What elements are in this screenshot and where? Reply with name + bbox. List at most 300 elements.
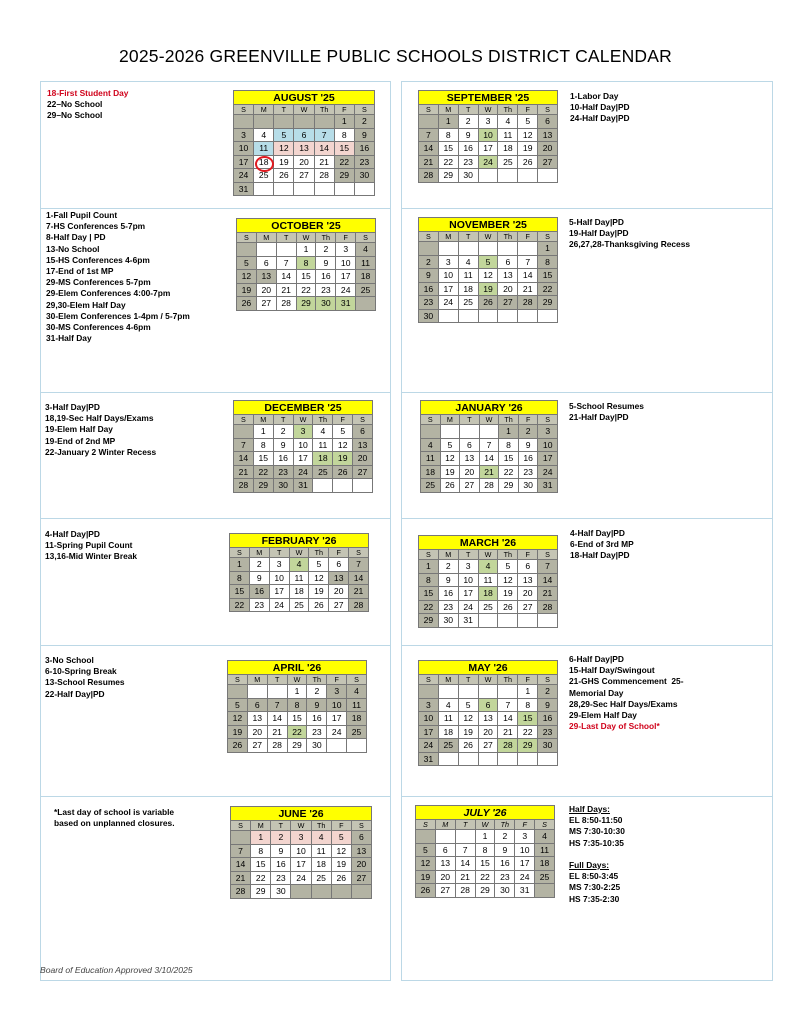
weekday-header: S [419,105,439,115]
day-cell: 8 [538,256,558,270]
day-cell: 24 [419,739,439,753]
weekday-header: F [329,548,349,558]
day-cell: 26 [237,297,257,311]
divider [401,208,773,209]
day-cell: 1 [419,560,439,574]
day-cell: 9 [307,699,327,713]
day-cell: 24 [294,466,314,480]
empty-day-cell [254,183,274,197]
day-cell: 28 [349,599,369,613]
day-cell: 12 [498,574,518,588]
weekday-header: Th [499,415,519,425]
empty-day-cell [254,115,274,129]
day-cell: 9 [495,844,515,858]
divider [40,518,391,519]
day-cell: 8 [254,439,274,453]
weekday-header: F [518,232,538,242]
day-cell: 12 [479,269,499,283]
note-line: 10-Half Day|PD [570,102,630,113]
calendar-aug [233,90,375,196]
day-cell: 7 [419,129,439,143]
day-cell: 22 [254,466,274,480]
day-cell: 5 [459,699,479,713]
day-cell: 29 [538,296,558,310]
notes-jan [569,401,644,423]
day-cell: 1 [476,830,496,844]
weekday-header: Th [307,675,327,685]
day-cell: 4 [479,560,499,574]
day-cell: 28 [498,739,518,753]
day-cell: 3 [419,699,439,713]
day-cell: 30 [307,739,327,753]
empty-day-cell [538,753,558,767]
weekday-header: S [419,550,439,560]
day-cell: 3 [439,256,459,270]
day-cell: 14 [480,452,500,466]
empty-day-cell [313,479,333,493]
empty-day-cell [498,242,518,256]
divider [40,645,391,646]
empty-day-cell [421,425,441,439]
day-cell: 22 [518,726,538,740]
calendar-grid [420,414,558,493]
day-cell: 23 [316,284,336,298]
empty-day-cell [228,685,248,699]
note-line: 4-Half Day|PD [45,529,100,539]
day-cell: 27 [538,156,558,170]
empty-day-cell [518,169,538,183]
day-cell: 25 [356,284,376,298]
day-cell: 14 [315,142,335,156]
note-line: 1-Labor Day [570,91,619,101]
day-cell: 15 [518,712,538,726]
day-cell: 11 [356,257,376,271]
weekday-header: W [479,105,499,115]
day-cell: 26 [441,479,461,493]
day-cell: 23 [271,872,291,886]
page-title: 2025-2026 GREENVILLE PUBLIC SCHOOLS DISTRICT CALENDAR [119,46,672,66]
note-line: based on unplanned closures. [54,818,175,829]
day-cell: 15 [476,857,496,871]
empty-day-cell [459,685,479,699]
day-cell: 6 [498,256,518,270]
day-cell: 4 [290,558,310,572]
divider [40,208,391,209]
day-cell: 30 [519,479,539,493]
note-line: EL 8:50-3:45 [569,871,619,882]
day-cell: 23 [495,871,515,885]
notes-feb [45,529,137,563]
empty-day-cell [480,425,500,439]
day-cell: 22 [476,871,496,885]
weekday-header: T [459,105,479,115]
weekday-header: S [419,232,439,242]
day-cell: 29 [251,885,271,899]
day-cell: 19 [332,858,352,872]
day-cell: 7 [349,558,369,572]
day-cell: 31 [294,479,314,493]
day-cell: 27 [257,297,277,311]
day-cell: 11 [439,712,459,726]
note-line: 30-Elem Conferences 1-4pm / 5-7pm [46,310,190,321]
weekday-header: S [349,548,369,558]
empty-day-cell [459,310,479,324]
empty-day-cell [268,685,288,699]
empty-day-cell [257,243,277,257]
day-cell: 13 [352,845,372,859]
weekday-header: M [439,232,459,242]
day-cell: 20 [498,283,518,297]
day-cell: 26 [479,296,499,310]
day-cell: 13 [353,439,373,453]
day-cell: 3 [327,685,347,699]
calendar-dec [233,400,373,493]
day-cell: 20 [294,156,314,170]
day-cell: 8 [499,439,519,453]
day-cell: 18 [312,858,332,872]
day-cell: 6 [538,115,558,129]
notes-jun [54,807,175,829]
day-cell: 19 [309,585,329,599]
day-cell: 2 [355,115,375,129]
day-cell: 21 [231,872,251,886]
weekday-header: W [480,415,500,425]
day-cell: 28 [277,297,297,311]
day-cell: 18 [356,270,376,284]
day-cell: 6 [257,257,277,271]
day-cell: 10 [459,574,479,588]
day-cell: 4 [535,830,555,844]
weekday-header: M [251,821,271,831]
weekday-header: S [353,415,373,425]
calendar-nov [418,217,558,323]
weekday-header: F [327,675,347,685]
day-cell: 5 [479,256,499,270]
weekday-header: W [294,105,314,115]
day-cell: 13 [498,269,518,283]
notes-jul [569,804,625,905]
day-cell: 18 [313,452,333,466]
day-cell: 11 [290,572,310,586]
day-cell: 7 [518,256,538,270]
weekday-header: W [290,548,310,558]
day-cell: 16 [274,452,294,466]
day-cell: 20 [257,284,277,298]
day-cell: 15 [230,585,250,599]
calendar-grid [418,104,558,183]
note-line: 29–No School [47,110,103,121]
day-cell: 14 [538,574,558,588]
weekday-header: F [332,821,352,831]
day-cell: 14 [419,142,439,156]
day-cell: 10 [234,142,254,156]
calendar-grid [418,231,558,323]
day-cell: 31 [459,614,479,628]
day-cell: 17 [419,726,439,740]
day-cell: 10 [515,844,535,858]
day-cell: 9 [271,845,291,859]
day-cell: 26 [498,601,518,615]
empty-day-cell [312,885,332,899]
day-cell: 28 [234,479,254,493]
empty-day-cell [518,242,538,256]
weekday-header: S [535,820,555,830]
day-cell: 11 [347,699,367,713]
note-line: 21-GHS Commencement 25- [569,676,684,687]
day-cell: 13 [538,129,558,143]
day-cell: 14 [277,270,297,284]
day-cell: 23 [538,726,558,740]
note-line: 5-School Resumes [569,401,644,411]
day-cell: 2 [274,425,294,439]
note-line: 18-First Student Day [47,88,129,98]
divider [401,645,773,646]
day-cell: 23 [307,726,327,740]
day-cell: 16 [459,142,479,156]
weekday-header: W [476,820,496,830]
day-cell: 7 [498,699,518,713]
calendar-month-title: JUNE '26 [230,806,372,820]
day-cell: 2 [250,558,270,572]
day-cell: 21 [277,284,297,298]
day-cell: 12 [228,712,248,726]
day-cell: 26 [228,739,248,753]
note-line: 22-January 2 Winter Recess [45,446,157,457]
weekday-header: M [250,548,270,558]
day-cell: 29 [419,614,439,628]
day-cell: 21 [456,871,476,885]
day-cell: 29 [335,169,355,183]
day-cell: 5 [332,831,352,845]
weekday-header: S [538,105,558,115]
note-line: 3-Half Day|PD [45,402,100,412]
day-cell: 1 [251,831,271,845]
day-cell: 25 [535,871,555,885]
empty-day-cell [439,685,459,699]
note-line: 29-Elem Conferences 4:00-7pm [46,288,171,299]
day-cell: 13 [518,574,538,588]
weekday-header: S [352,821,372,831]
empty-day-cell [479,169,499,183]
day-cell: 23 [439,601,459,615]
day-cell: 16 [419,283,439,297]
day-cell: 10 [294,439,314,453]
day-cell: 14 [349,572,369,586]
notes-mar [570,528,634,562]
day-cell: 24 [439,296,459,310]
weekday-header: M [254,105,274,115]
day-cell: 17 [234,156,254,170]
day-cell: 20 [353,452,373,466]
empty-day-cell [439,310,459,324]
notes-aug [47,88,128,122]
divider [401,392,773,393]
note-line: MS 7:30-2:25 [569,882,621,893]
day-cell: 4 [439,699,459,713]
empty-day-cell [419,115,439,129]
day-cell: 21 [268,726,288,740]
calendar-grid [227,674,367,753]
notes-may [569,654,684,732]
weekday-header: S [356,233,376,243]
day-cell: 20 [248,726,268,740]
weekday-header: S [538,675,558,685]
day-cell: 29 [499,479,519,493]
day-cell: 4 [498,115,518,129]
day-cell: 30 [355,169,375,183]
day-cell: 6 [460,439,480,453]
empty-day-cell [274,115,294,129]
day-cell: 24 [270,599,290,613]
day-cell: 11 [498,129,518,143]
day-cell: 3 [294,425,314,439]
note-line: 29-Elem Half Day [569,710,637,721]
note-line: 6-End of 3rd MP [570,539,634,550]
day-cell: 29 [288,739,308,753]
day-cell: 18 [347,712,367,726]
note-line: 15-Half Day/Swingout [569,665,655,676]
day-cell: 10 [419,712,439,726]
day-cell: 1 [230,558,250,572]
day-cell: 14 [234,452,254,466]
day-cell: 26 [274,169,294,183]
weekday-header: S [419,675,439,685]
day-cell: 13 [436,857,456,871]
empty-day-cell [356,297,376,311]
day-cell: 3 [459,560,479,574]
day-cell: 23 [459,156,479,170]
day-cell: 6 [479,699,499,713]
day-cell: 10 [538,439,558,453]
day-cell: 16 [439,587,459,601]
weekday-header: T [277,233,297,243]
day-cell: 19 [228,726,248,740]
day-cell: 31 [515,884,535,898]
day-cell: 15 [419,587,439,601]
note-line: 8-Half Day | PD [46,232,106,243]
day-cell: 3 [270,558,290,572]
day-cell: 19 [479,283,499,297]
day-cell: 2 [495,830,515,844]
weekday-header: W [479,550,499,560]
weekday-header: T [460,415,480,425]
day-cell: 5 [309,558,329,572]
empty-day-cell [459,242,479,256]
weekday-header: S [538,415,558,425]
day-cell: 22 [499,466,519,480]
day-cell: 16 [250,585,270,599]
empty-day-cell [327,739,347,753]
day-cell: 6 [329,558,349,572]
day-cell: 30 [316,297,336,311]
divider [40,796,391,797]
empty-day-cell [315,115,335,129]
day-cell: 3 [291,831,311,845]
day-cell: 20 [479,726,499,740]
empty-day-cell [277,243,297,257]
day-cell: 10 [439,269,459,283]
day-cell: 11 [313,439,333,453]
day-cell: 20 [329,585,349,599]
calendar-sep [418,90,558,183]
day-cell: 11 [535,844,555,858]
day-cell: 8 [230,572,250,586]
day-cell: 17 [439,283,459,297]
calendar-month-title: OCTOBER '25 [236,218,376,232]
day-cell: 8 [419,574,439,588]
day-cell: 15 [439,142,459,156]
note-line: 29-MS Conferences 5-7pm [46,277,151,288]
day-cell: 28 [419,169,439,183]
day-cell: 14 [231,858,251,872]
day-cell: 21 [315,156,335,170]
calendar-month-title: AUGUST '25 [233,90,375,104]
day-cell: 29 [254,479,274,493]
day-cell: 1 [288,685,308,699]
day-cell: 31 [234,183,254,197]
day-cell: 4 [421,439,441,453]
empty-day-cell [479,310,499,324]
note-line: 6-Half Day|PD [569,654,624,664]
day-cell: 31 [419,753,439,767]
day-cell: 15 [499,452,519,466]
weekday-header: S [421,415,441,425]
empty-day-cell [518,310,538,324]
notes-sep [570,91,630,125]
weekday-header: T [271,821,291,831]
day-cell: 6 [353,425,373,439]
empty-day-cell [347,739,367,753]
day-cell: 1 [439,115,459,129]
day-cell: 22 [335,156,355,170]
calendar-may [418,660,558,766]
empty-day-cell [439,242,459,256]
day-cell: 12 [237,270,257,284]
day-cell: 19 [333,452,353,466]
day-cell: 12 [416,857,436,871]
divider [401,796,773,797]
day-cell: 11 [421,452,441,466]
weekday-header: S [237,233,257,243]
day-cell: 2 [316,243,336,257]
empty-day-cell [237,243,257,257]
day-cell: 28 [456,884,476,898]
weekday-header: Th [498,550,518,560]
weekday-header: M [439,105,459,115]
day-cell: 5 [333,425,353,439]
day-cell: 13 [329,572,349,586]
day-cell: 18 [498,142,518,156]
weekday-header: M [441,415,461,425]
day-cell: 9 [355,129,375,143]
day-cell: 26 [332,872,352,886]
day-cell: 22 [538,283,558,297]
day-cell: 8 [251,845,271,859]
weekday-header: S [228,675,248,685]
day-cell: 30 [274,479,294,493]
empty-day-cell [419,242,439,256]
day-cell: 21 [349,585,369,599]
calendar-grid [418,674,558,766]
empty-day-cell [333,479,353,493]
calendar-apr [227,660,367,753]
day-cell: 11 [254,142,274,156]
note-line: 13,16-Mid Winter Break [45,551,138,562]
day-cell: 11 [479,574,499,588]
day-cell: 29 [439,169,459,183]
day-cell: 19 [237,284,257,298]
day-cell: 19 [416,871,436,885]
